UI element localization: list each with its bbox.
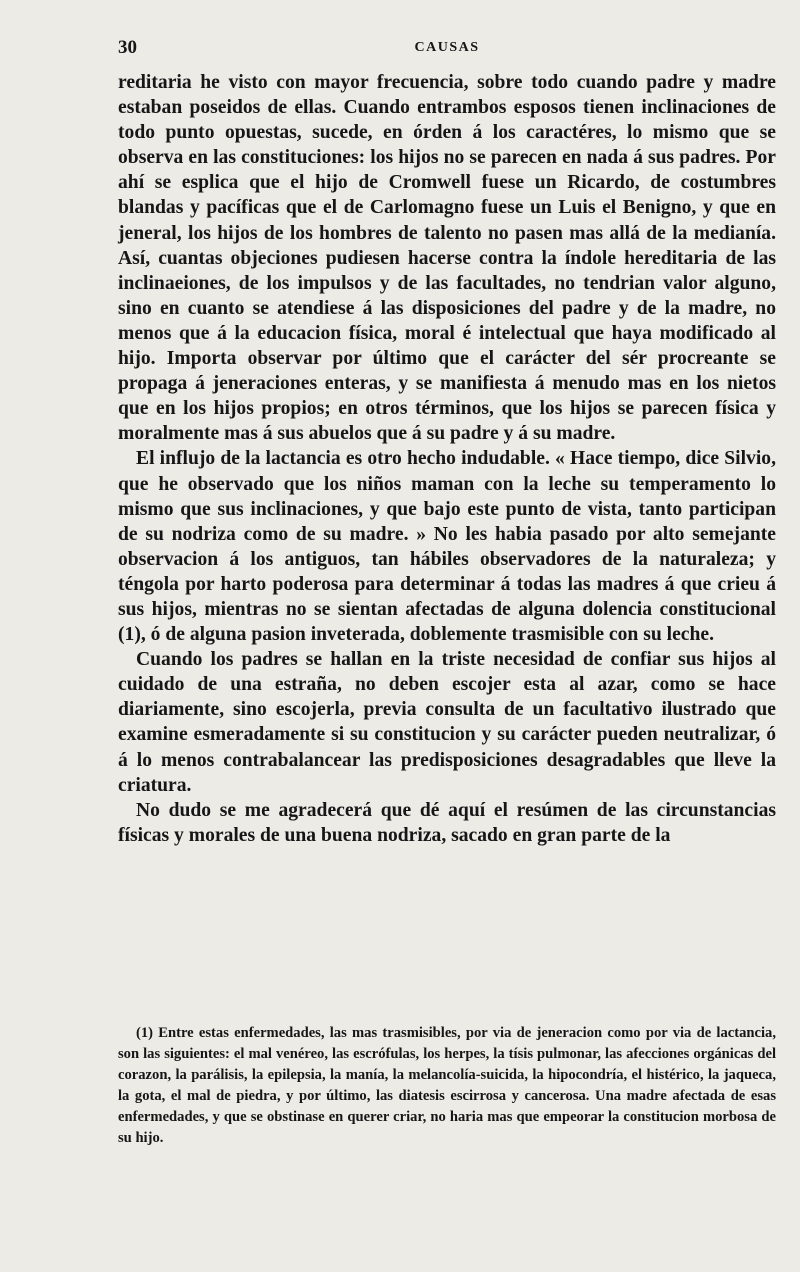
body-text	[118, 70, 776, 848]
running-head: CAUSAS	[414, 40, 480, 55]
page-number: 30	[118, 37, 137, 58]
paragraph-resumen: No dudo se me agradecerá que dé aquí el resúmen de las circunstancias físicas y morales de una buena nodriza, sacado en gran parte de la	[118, 799, 776, 846]
footnote-text: (1) Entre estas enfermedades, las mas trasmisibles, por via de jeneracion como por via de lactancia, son las siguientes: el mal venéreo, las escrófulas, los herpes, la tísis pulmonar, las afecciones orgánicas del corazon, la parálisis, la epilepsia, la manía, la melancolía-suicida, la hipocondría, el histérico, la jaqueca, la gota, el mal de piedra, y por último, las diatesis escirrosa y cancerosa. Una madre afectada de esas enfermedades, y que se obstinase en querer criar, no haria mas que empeorar la constitucion morbosa de su hijo.	[118, 1025, 776, 1146]
paragraph-lactancia: El influjo de la lactancia es otro hecho indudable. « Hace tiempo, dice Silvio, que he observado que los niños maman con la leche su temperamento lo mismo que sus inclinaciones, y que bajo este punto de vista, tanto participan de su nodriza como de su madre. » No les habia pasado por alto semejante observacion á los antiguos, tan hábiles observadores de la naturaleza; y téngola por harto poderosa para determinar á todas las madres á que crieu á sus hijos, mientras no se sientan afectadas de alguna dolencia constitucional (1), ó de alguna pasion inveterada, doblemente trasmisible con su leche.	[118, 448, 776, 646]
paragraph-nodriza: Cuando los padres se hallan en la triste necesidad de confiar sus hijos al cuidado de una estraña, no deben escojer esta al azar, como se hace diariamente, sino escojerla, previa consulta de un facultativo ilustrado que examine esmeradamente si su constitucion y su carácter pueden neutralizar, ó á lo menos contrabalancear las predisposiciones desagradables que lleve la criatura.	[118, 649, 776, 796]
paragraph-continuation: reditaria he visto con mayor frecuencia, sobre todo cuando padre y madre estaban poseidos de ellas. Cuando entrambos esposos tienen inclinaciones de todo punto opuestas, sucede, en órden á los caractéres, lo mismo que se observa en las constituciones: los hijos no se parecen en nada á sus padres. Por ahí se esplica que el hijo de Cromwell fuese un Ricardo, de costumbres blandas y pacíficas que el de Carlomagno fuese un Luis el Benigno, y que en jeneral, los hijos de los hombres de talento no pasen mas allá de la medianía. Así, cuantas objeciones pudiesen hacerse contra la índole hereditaria de las inclinaeiones, de los impulsos y de las facultades, no tendrian valor alguno, sino en cuanto se atendiese á las disposiciones del padre y de la madre, no menos que á la educacion física, moral é intelectual que haya modificado al hijo. Importa observar por último que el carácter del sér procreante se propaga á jeneraciones enteras, y se manifiesta á menudo mas en los nietos que en los hijos propios; en otros términos, que los hijos se parecen física y moralmente mas á sus abuelos que á su padre y á su madre.	[118, 72, 776, 445]
page-header	[118, 36, 776, 66]
footnote	[118, 1023, 776, 1149]
